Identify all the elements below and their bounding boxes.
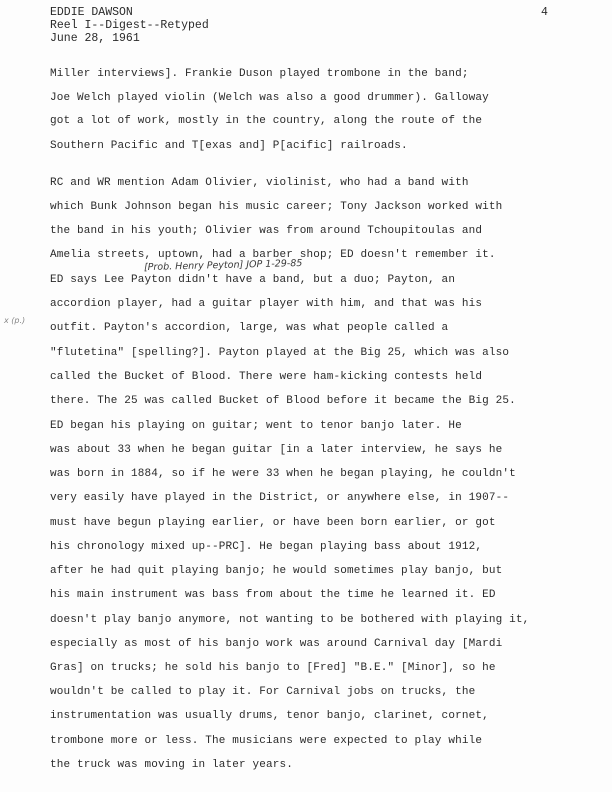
text-line: the band in his youth; Olivier was from around Tchoupitoulas and [50, 225, 483, 237]
page-number: 4 [541, 6, 548, 19]
text-line: called the Bucket of Blood. There were ham-kicking contests held [50, 371, 483, 383]
margin-mark: x (p.) [4, 316, 26, 325]
text-line: Miller interviews]. Frankie Duson played trombone in the band; [50, 68, 469, 80]
text-line: ED began his playing on guitar; went to tenor banjo later. He [50, 420, 462, 432]
text-line: very easily have played in the District, or anywhere else, in 1907-- [50, 492, 510, 504]
text-line: the truck was moving in later years. [50, 759, 294, 771]
text-line: Southern Pacific and T[exas and] P[acific] railroads. [50, 140, 408, 152]
text-line: after he had quit playing banjo; he would sometimes play banjo, but [50, 565, 503, 577]
text-line: RC and WR mention Adam Olivier, violinist, who had a band with [50, 177, 469, 189]
text-line: which Bunk Johnson began his music career; Tony Jackson worked with [50, 201, 503, 213]
interviewee-name: EDDIE DAWSON [50, 6, 133, 19]
text-line: especially as most of his banjo work was around Carnival day [Mardi [50, 638, 503, 650]
text-line: instrumentation was usually drums, tenor banjo, clarinet, cornet, [50, 710, 489, 722]
text-line: was born in 1884, so if he were 33 when he began playing, he couldn't [50, 468, 516, 480]
text-line: Gras] on trucks; he sold his banjo to [Fred] "B.E." [Minor], so he [50, 662, 496, 674]
reel-info: Reel I--Digest--Retyped [50, 19, 209, 32]
text-line: ED says Lee Payton didn't have a band, but a duo; Payton, an [50, 274, 456, 286]
text-line: doesn't play banjo anymore, not wanting to be bothered with playing it, [50, 614, 530, 626]
text-line: Joe Welch played violin (Welch was also a good drummer). Galloway [50, 92, 489, 104]
text-line: trombone more or less. The musicians were expected to play while [50, 735, 483, 747]
text-line: got a lot of work, mostly in the country, along the route of the [50, 115, 483, 127]
text-line: there. The 25 was called Bucket of Blood before it became the Big 25. [50, 395, 516, 407]
text-line: his main instrument was bass from about the time he learned it. ED [50, 589, 496, 601]
text-line: "flutetina" [spelling?]. Payton played at the Big 25, which was also [50, 347, 510, 359]
text-line: accordion player, had a guitar player with him, and that was his [50, 298, 483, 310]
text-line: his chronology mixed up--PRC]. He began playing bass about 1912, [50, 541, 483, 553]
text-line: Amelia streets, uptown, had a barber shop; ED doesn't remember it. [50, 249, 496, 261]
text-line: wouldn't be called to play it. For Carnival jobs on trucks, the [50, 686, 476, 698]
text-line: outfit. Payton's accordion, large, was what people called a [50, 322, 449, 334]
document-header [50, 6, 209, 45]
interview-date: June 28, 1961 [50, 32, 140, 45]
handwritten-annotation: [Prob. Henry Peyton] JOP 1-29-85 [143, 257, 303, 274]
text-line: must have begun playing earlier, or have been born earlier, or got [50, 517, 496, 529]
text-line: was about 33 when he began guitar [in a later interview, he says he [50, 444, 503, 456]
